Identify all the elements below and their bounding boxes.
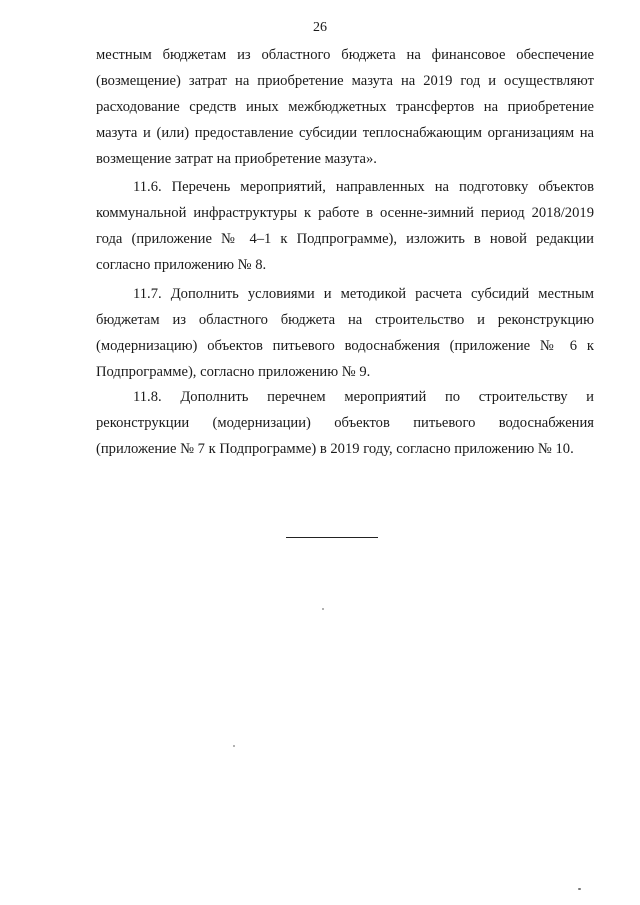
paragraph-11-8 — [96, 384, 594, 462]
page-number: 26 — [313, 20, 327, 35]
paragraph-text: 11.7. Дополнить условиями и методикой расчета субсидий местным бюджетам из областного бюджета на строительство и реконструкцию (модернизацию) объектов питьевого водоснабжения (приложение № 6 к Подпрограмме), согласно приложению № 9. — [96, 286, 594, 380]
end-of-document-rule — [286, 537, 378, 538]
scan-speck — [233, 745, 235, 747]
paragraph-11-6 — [96, 174, 594, 278]
paragraph-text: местным бюджетам из областного бюджета на финансовое обеспечение (возмещение) затрат на приобретение мазута на 2019 год и осуществляют расходование средств иных межбюджетных трансфертов на приобретение мазута и (или) предоставление субсидии теплоснабжающим организациям на возмещение затрат на приобретение мазута». — [96, 47, 594, 167]
paragraph-continuation — [96, 42, 594, 172]
scan-speck — [322, 608, 324, 610]
paragraph-text: 11.8. Дополнить перечнем мероприятий по строительству и реконструкции (модернизации) объектов питьевого водоснабжения (приложение № 7 к Подпрограмме) в 2019 году, согласно приложению № 10. — [96, 389, 594, 457]
paragraph-text: 11.6. Перечень мероприятий, направленных на подготовку объектов коммунальной инфраструктуры к работе в осенне-зимний период 2018/2019 года (приложение № 4–1 к Подпрограмме), изложить в новой редакции согласно приложению № 8. — [96, 179, 594, 273]
scan-speck — [578, 888, 581, 890]
paragraph-11-7 — [96, 281, 594, 385]
